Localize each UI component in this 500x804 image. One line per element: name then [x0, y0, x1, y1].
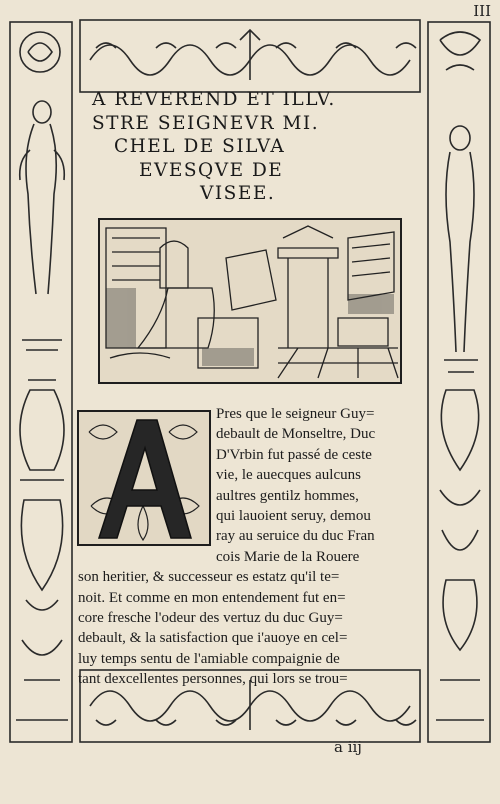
page-number: III: [473, 2, 491, 20]
left-pillar: [10, 22, 72, 742]
text-line: Pres que le seigneur Guy=: [216, 406, 375, 422]
text-line: debault de Monseltre, Duc: [216, 426, 376, 443]
dedication-heading: [84, 88, 430, 206]
text-line: luy temps sentu de l'amiable compaignie de: [78, 650, 340, 667]
signature-mark: a iij: [334, 738, 362, 756]
text-line: D'Vrbin fut passé de ceste: [216, 446, 372, 463]
heading-line: A REVEREND ET ILLV.: [92, 89, 336, 110]
text-line: cois Marie de la Rouere: [216, 548, 360, 565]
text-line: son heritier, & successeur es estatz qu'il te=: [78, 569, 340, 586]
heading-line: VISEE.: [200, 183, 276, 204]
heading-line: STRE SEIGNEVR MI.: [92, 112, 320, 134]
text-line: tant dexcellentes personnes, qui lors se trou=: [78, 671, 348, 688]
text-line: ray au seruice du duc Fran: [216, 528, 375, 545]
text-line: qui lauoient seruy, demou: [216, 508, 371, 525]
heading-line: EVESQVE DE: [139, 159, 284, 181]
text-line: vie, le auecques aulcuns: [216, 467, 361, 484]
text-line: noit. Et comme en mon entendement fut en=: [78, 589, 346, 606]
text-line: debault, & la satisfaction que i'auoye en cel=: [78, 630, 348, 647]
right-pillar: [428, 22, 490, 742]
text-line: core fresche l'odeur des vertuz du duc Guy=: [78, 610, 343, 627]
text-line: aultres gentilz hommes,: [216, 487, 359, 504]
scholar-woodcut-illustration: [98, 218, 402, 384]
body-text: [78, 404, 424, 690]
heading-line: CHEL DE SILVA: [114, 136, 286, 157]
